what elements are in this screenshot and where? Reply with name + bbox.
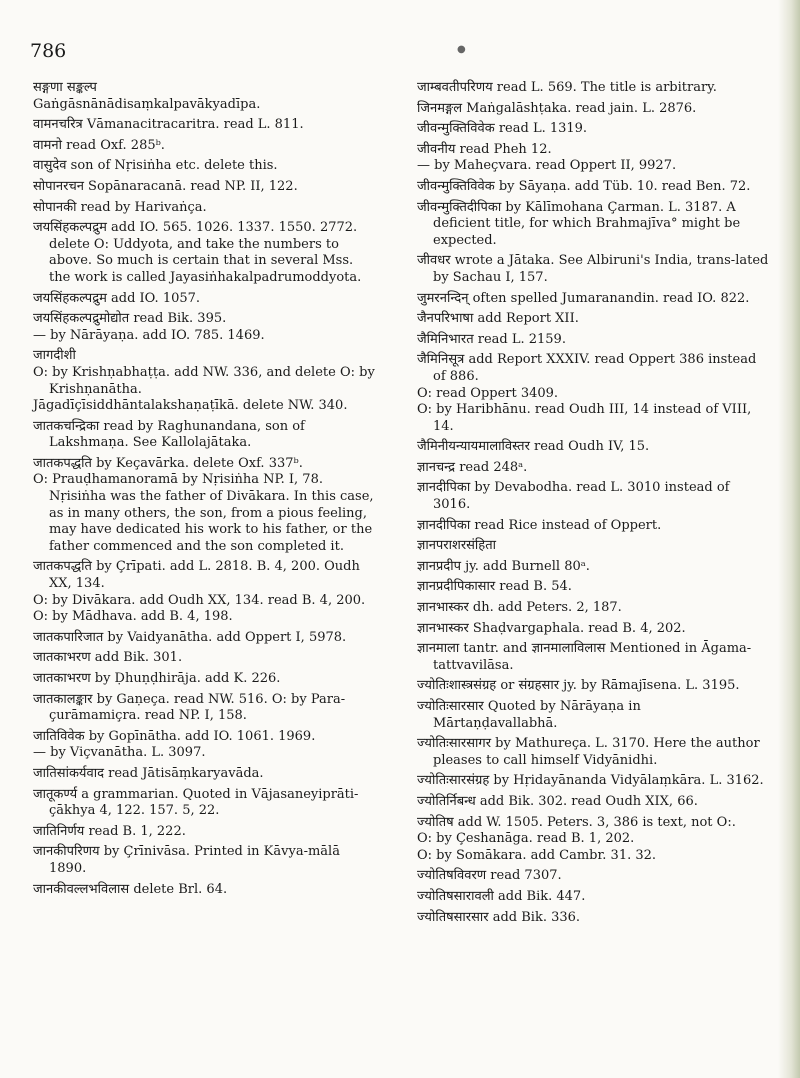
index-entry [417,518,769,535]
entry-line: जातकपारिजात by Vaidyanātha. add Oppert I, 5978. [33,629,347,645]
index-entry [417,794,769,811]
entry-line: ज्योतिषसारसार add Bik. 336. [417,909,581,925]
entry-line: ज्ञानदीपिका read Rice instead of Oppert. [417,517,662,533]
entry-line: ज्ञानचन्द्र read 248ᵃ. [417,459,528,475]
entry-line: जागदीशी [33,348,76,364]
entry-line: जिनमङ्गल Maṅgalāshṭaka. read jain. L. 2876. [417,100,697,116]
index-entry [33,456,378,556]
index-entry [417,311,769,328]
index-entry [33,729,378,762]
index-entry [417,600,769,617]
index-entry [417,179,769,196]
index-entry [417,678,769,695]
entry-line: जीवन्मुक्तिदीपिका by Kālīmohana Çarman. L. 3187. A deficient title, for which Brahmajīva° might be expected. [417,199,741,248]
entry-line: जातिविवेक by Gopīnātha. add IO. 1061. 1969. [33,728,316,744]
entry-line: वासुदेव son of Nṛisiṅha etc. delete this. [33,158,278,174]
left-column [33,80,378,902]
index-entry [417,910,769,927]
index-entry [33,787,378,820]
entry-line: जातिनिर्णय read B. 1, 222. [33,823,186,839]
entry-line: — by Maheçvara. read Oppert II, 9927. [417,158,677,174]
index-entry [33,311,378,344]
entry-line: — by Viçvanātha. L. 3097. [33,745,206,761]
index-entry [417,200,769,250]
entry-line: जानकीपरिणय by Çrīnivāsa. Printed in Kāvya-mālā 1890. [33,844,340,876]
index-entry [33,671,378,688]
entry-line: जयसिंहकल्पद्रुम add IO. 565. 1026. 1337. 1550. 2772. delete O: Uddyota, and take the numbers to above. So much is certain that in several Mss. the work is called Jayasiṅhakalpadrumoddyota. [33,220,362,285]
index-entry [33,630,378,647]
index-entry [417,773,769,790]
entry-line: ज्योतिःशास्त्रसंग्रह or संग्रहसार jy. by Rāmajīsena. L. 3195. [417,678,740,694]
entry-line: सोपानरचन Sopānaracanā. read NP. II, 122. [33,178,298,194]
entry-line: ज्ञानप्रदीपिकासार read B. 54. [417,579,572,595]
index-entry [417,142,769,175]
entry-line: O: by Divākara. add Oudh XX, 134. read B. 4, 200. [33,592,366,608]
entry-line: जातकालङ्कार by Gaṇeça. read NW. 516. O: by Para-çurāmamiçra. read NP. I, 158. [33,691,346,724]
entry-line: सोपानकी read by Harivaṅça. [33,199,207,215]
entry-line: जुमरनन्दिन् often spelled Jumaranandin. read IO. 822. [417,290,750,306]
entry-line: ज्ञानपराशरसंहिता [417,538,496,554]
index-entry [33,882,378,899]
entry-line: ज्योतिषविवरण read 7307. [417,868,562,884]
index-entry [417,80,769,97]
index-entry [417,621,769,638]
index-entry [33,138,378,155]
index-entry [33,291,378,308]
entry-line: ज्योतिष add W. 1505. Peters. 3, 386 is text, not O:. [417,814,736,830]
entry-line: O: by Haribhānu. read Oudh III, 14 instead of VIII, 14. [417,402,752,434]
entry-line: O: by Krishṇabhaṭṭa. add NW. 336, and delete O: by Krishṇanātha. [33,364,375,397]
index-entry [417,815,769,865]
index-entry [33,158,378,175]
entry-line: O: Prauḍhamanoramā by Nṛisiṅha NP. I, 78. Nṛisiṅha was the father of Divākara. In this case, as in many others, the son, from a pious feeling, may have dedicated his work to his father, or the father commenced and the son completed it. [33,472,374,554]
entry-line: जातकचन्द्रिका read by Raghunandana, son of Lakshmaṇa. See Kallolajātaka. [33,418,305,451]
entry-line: जीवन्मुक्तिविवेक read L. 1319. [417,121,588,137]
index-entry [417,736,769,769]
entry-line: जीवधर wrote a Jātaka. See Albiruni's India, trans-lated by Sachau I, 157. [417,253,769,285]
index-entry [417,889,769,906]
index-entry [33,200,378,217]
entry-line: ज्ञानमाला tantr. and ज्ञानमालाविलास Mentioned in Āgama-tattvavilāsa. [417,641,752,673]
entry-line: ज्योतिःसारसार Quoted by Nārāyaṇa in Mārtaṇḍavallabhā. [417,699,641,731]
entry-line: जैमिनीयन्यायमालाविस्तर read Oudh IV, 15. [417,439,650,455]
index-entry [417,291,769,308]
index-entry [33,419,378,452]
entry-line: जातकपद्धति by Keçavārka. delete Oxf. 337ᵇ. [33,455,303,471]
index-entry [417,538,769,555]
entry-line: जैमिनिसूत्र add Report XXXIV. read Oppert 386 instead of 886. [417,352,757,384]
index-entry [33,766,378,783]
right-column [417,80,769,930]
entry-line: Jāgadīçīsiddhāntalakshaṇaṭīkā. delete NW. 340. [33,398,348,414]
entry-line: O: by Mādhava. add B. 4, 198. [33,609,233,625]
entry-line: सङ्गणा सङ्कल्प [33,80,97,95]
index-entry [417,121,769,138]
entry-line: जातूकर्ण्य a grammarian. Quoted in Vājasaneyiprāti-çākhya 4, 122. 157. 5, 22. [33,786,359,819]
entry-line: जयसिंहकल्पद्रुम add IO. 1057. [33,290,201,306]
entry-line: ज्योतिःसारसागर by Mathureça. L. 3170. Here the author pleases to call himself Vidyānidhi. [417,736,760,768]
entry-line: ज्योतिषसारावली add Bik. 447. [417,888,586,904]
entry-line: ज्ञानभास्कर dh. add Peters. 2, 187. [417,600,622,616]
index-entry [417,439,769,456]
entry-line: जीवनीय read Pheh 12. [417,141,552,157]
entry-line: जैमिनिभारत read L. 2159. [417,331,566,347]
center-bullet-mark: ● [457,44,466,55]
index-entry [33,348,378,414]
index-entry [417,699,769,732]
page-number: 786 [30,40,67,62]
index-entry [33,220,378,286]
entry-line: O: by Somākara. add Cambr. 31. 32. [417,847,657,863]
index-entry [33,844,378,877]
index-entry [33,179,378,196]
index-entry [417,101,769,118]
index-entry [33,650,378,667]
entry-line: जातकाभरण add Bik. 301. [33,650,183,666]
entry-line: जयसिंहकल्पद्रुमोद्योत read Bik. 395. [33,311,227,327]
index-entry [417,460,769,477]
index-entry [33,117,378,134]
entry-line: जातकाभरण by Ḍhuṇḍhirāja. add K. 226. [33,671,281,686]
entry-line: जातिसांकर्यवाद read Jātisāṃkaryavāda. [33,765,264,781]
index-entry [33,692,378,725]
entry-line: O: read Oppert 3409. [417,385,559,401]
entry-line: O: by Çeshanāga. read B. 1, 202. [417,831,635,847]
index-entry [417,480,769,513]
entry-line: ज्ञानदीपिका by Devabodha. read L. 3010 instead of 3016. [417,480,730,513]
page-edge-shading [778,0,800,1078]
index-entry [417,579,769,596]
entry-line: ज्ञानभास्कर Shaḍvargaphala. read B. 4, 202. [417,620,686,636]
entry-line: जाम्बवतीपरिणय read L. 569. The title is arbitrary. [417,80,717,95]
index-entry [417,332,769,349]
entry-line: जातकपद्धति by Çrīpati. add L. 2818. B. 4, 200. Oudh XX, 134. [33,559,360,592]
entry-line: ज्योतिःसारसंग्रह by Hṛidayānanda Vidyālaṃkāra. L. 3162. [417,773,764,789]
index-entry [33,824,378,841]
entry-line: ज्ञानप्रदीप jy. add Burnell 80ᵃ. [417,558,590,574]
entry-line: — by Nārāyaṇa. add IO. 785. 1469. [33,327,265,343]
entry-line: जानकीवल्लभविलास delete Brl. 64. [33,881,228,897]
index-entry [417,868,769,885]
index-entry [33,559,378,625]
entry-line: वामनचरित्र Vāmanacitracaritra. read L. 811. [33,117,304,133]
entry-line: Gaṅgāsnānādisaṃkalpavākyadīpa. [33,96,261,112]
entry-line: वामनो read Oxf. 285ᵇ. [33,137,165,153]
index-entry [417,559,769,576]
entry-line: जीवन्मुक्तिविवेक by Sāyaṇa. add Tüb. 10. read Ben. 72. [417,178,751,194]
index-entry [417,253,769,286]
entry-line: जैनपरिभाषा add Report XII. [417,311,579,327]
index-entry [417,641,769,674]
entry-line: ज्योतिर्निबन्ध add Bik. 302. read Oudh XIX, 66. [417,793,698,809]
index-entry [33,80,378,113]
index-entry [417,352,769,435]
